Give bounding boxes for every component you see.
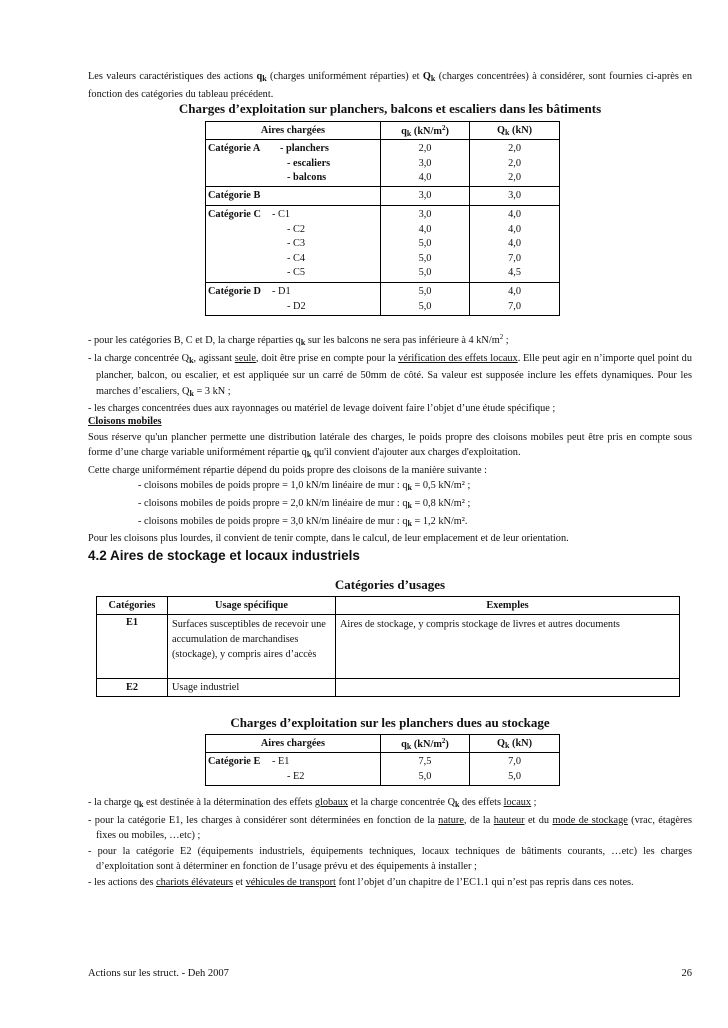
col-header-qk: $q_k$ $(kN/m^2)$ — [380, 122, 469, 140]
cloisons-paragraph: Sous réserve qu'un plancher permette une distribution latérale des charges, le poids propre des cloisons mobiles peut être pris en compte sous forme d’une charge variable uniformément répartie $q_k$ qu'il convient d'ajouter aux charges d'exploitation. — [88, 431, 692, 460]
note-balcony: - pour les catégories B, C et D, la charge réparties $q_k$ sur les balcons ne sera pas inférieure à 4 $kN/m^2$ ; — [88, 333, 509, 347]
list-item: - cloisons mobiles de poids propre = 2,0 kN/m linéaire de mur : $q_k = 0,8$ kN/m² ; — [138, 497, 471, 510]
table-row — [206, 187, 560, 206]
section-heading: 4.2 Aires de stockage et locaux industriels — [88, 548, 360, 563]
loads-table — [205, 121, 560, 316]
row-qk: 2,0 3,0 4,0 — [380, 140, 469, 187]
notes-block-1 — [88, 330, 692, 417]
cloisons-heading: Cloisons mobiles — [88, 416, 162, 427]
row-label: Catégorie D - D1 - D2 — [206, 283, 381, 316]
page-number: 26 — [681, 968, 692, 979]
table-row — [206, 140, 560, 187]
note-global-local: - la charge $q_k$ est destinée à la détermination des effets globaux et la charge concentrée $Q_k$ des effets locaux ; — [88, 797, 537, 809]
footer-title: Actions sur les struct. - Deh 2007 — [88, 968, 229, 979]
row-label: Catégorie C - C1 - C2 - C3 - C4 - C5 — [206, 206, 381, 283]
row-Qk: 2,0 2,0 2,0 — [470, 140, 560, 187]
cloisons-intro: Cette charge uniformément répartie dépend du poids propre des cloisons de la manière suivante : — [88, 464, 487, 476]
note-concentrated-load: - la charge concentrée $Q_k$, agissant seule, doit être prise en compte pour la vérification des effets locaux. Elle peut agir en n’importe quel point du plancher, balcon, ou escalier, et est appliquée sur un carré de 50mm de côté. Sa valeur est supposée inclure les effets dynamiques. Pour les marches d’escaliers, $Q_k = 3$ kN ; — [88, 352, 692, 398]
row-Qk: 3,0 — [470, 187, 560, 206]
categories-title: Catégories d’usages — [334, 577, 446, 592]
col-header-examples: Exemples — [336, 597, 680, 615]
row-qk: 7,5 5,0 — [380, 753, 469, 786]
row-qk: 3,0 — [380, 187, 469, 206]
examples-cell — [336, 679, 680, 697]
storage-loads-table — [205, 734, 560, 786]
col-header-usage: Usage spécifique — [168, 597, 336, 615]
table-row — [206, 753, 560, 786]
category-cell: E2 — [97, 679, 168, 697]
note-forklifts: - les actions des chariots élévateurs et véhicules de transport font l’objet d’un chapitre de l’EC1.1 qui n’est pas repris dans ces notes. — [88, 876, 634, 888]
row-label: Catégorie E - E1 - E2 — [206, 753, 381, 786]
table-row — [97, 679, 680, 697]
row-label: Catégorie B — [206, 187, 381, 206]
note-e2: - pour la catégorie E2 (équipements industriels, équipements techniques, locaux techniques de bâtiments courants, …etc) les charges d’exploitation sont à déterminer en fonction de l’usage prévu et des équipements à installer ; — [88, 845, 692, 873]
table-header-row — [97, 597, 680, 615]
table-row — [97, 615, 680, 679]
cloisons-conclusion: Pour les cloisons plus lourdes, il convient de tenir compte, dans le calcul, de leur emplacement et de leur orientation. — [88, 533, 569, 545]
table-row — [206, 206, 560, 283]
table-header-row — [206, 735, 560, 753]
col-header-areas: Aires chargées — [206, 735, 381, 753]
col-header-Qk: $Q_k$ (kN) — [470, 735, 560, 753]
table1-title: Charges d’exploitation sur planchers, balcons et escaliers dans les bâtiments — [178, 101, 602, 116]
intro-paragraph: Les valeurs caractéristiques des actions $q_k$ (charges uniformément réparties) et $Q_k$ (charges concentrées) à considérer, sont fournies ci-après en fonction des catégories du tableau précédent. — [88, 71, 692, 100]
category-cell: E1 — [97, 615, 168, 679]
note-shelving: - les charges concentrées dues aux rayonnages ou matériel de levage doivent faire l’objet d’une étude spécifique ; — [88, 403, 556, 415]
usage-cell: Surfaces susceptibles de recevoir une accumulation de marchandises (stockage), y compris aires d’accès — [168, 615, 336, 679]
table-row — [206, 283, 560, 316]
page-footer — [88, 968, 692, 979]
notes-block-2 — [88, 795, 692, 891]
table-header-row — [206, 122, 560, 140]
row-Qk: 4,0 4,0 4,0 7,0 4,5 — [470, 206, 560, 283]
cloisons-section — [88, 414, 692, 547]
list-item: - cloisons mobiles de poids propre = 1,0 kN/m linéaire de mur : $q_k = 0,5$ kN/m² ; — [138, 480, 471, 493]
usage-categories-table — [96, 596, 680, 697]
col-header-qk: $q_k$ $(kN/m^2)$ — [380, 735, 469, 753]
storage-table-title: Charges d’exploitation sur les planchers dues au stockage — [230, 715, 550, 730]
examples-cell: Aires de stockage, y compris stockage de livres et autres documents — [336, 615, 680, 679]
col-header-Qk: $Q_k$ (kN) — [470, 122, 560, 140]
row-qk: 5,0 5,0 — [380, 283, 469, 316]
list-item: - cloisons mobiles de poids propre = 3,0 kN/m linéaire de mur : $q_k = 1,2$ kN/m². — [138, 515, 468, 528]
row-label: Catégorie A - planchers - escaliers - balcons — [206, 140, 381, 187]
col-header-categories: Catégories — [97, 597, 168, 615]
usage-cell: Usage industriel — [168, 679, 336, 697]
note-e1: - pour la catégorie E1, les charges à considérer sont déterminées en fonction de la nature, de la hauteur et du mode de stockage (vrac, étagères fixes ou mobiles, …etc) ; — [88, 814, 692, 842]
col-header-areas: Aires chargées — [206, 122, 381, 140]
row-qk: 3,0 4,0 5,0 5,0 5,0 — [380, 206, 469, 283]
row-Qk: 7,0 5,0 — [470, 753, 560, 786]
row-Qk: 4,0 7,0 — [470, 283, 560, 316]
